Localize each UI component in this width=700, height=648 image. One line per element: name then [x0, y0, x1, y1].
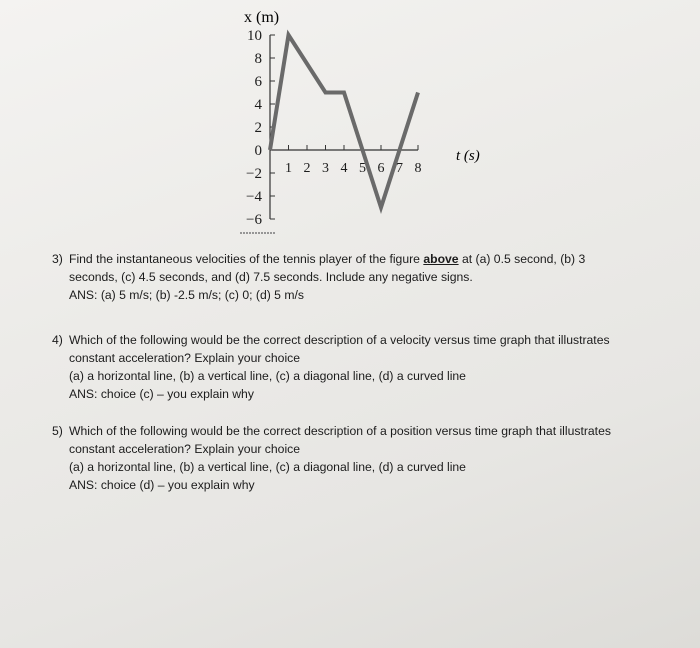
y-tick-label: −4: [246, 189, 262, 205]
x-tick-label: 5: [359, 161, 366, 176]
y-tick-labels: [246, 28, 262, 228]
position-time-graph: [200, 0, 500, 240]
x-tick-labels: [285, 161, 422, 176]
y-tick-label: 0: [254, 143, 262, 159]
question-number: 5): [52, 424, 63, 438]
question-4-line-2: constant acceleration? Explain your choice: [69, 351, 301, 365]
question-3-answer: ANS: (a) 5 m/s; (b) -2.5 m/s; (c) 0; (d) 5 m/s: [69, 288, 304, 302]
question-5-answer: ANS: choice (d) – you explain why: [69, 478, 255, 492]
y-axis-label: x (m): [244, 9, 280, 26]
x-axis-label: t (s): [456, 148, 480, 164]
tiny-caption-smudge: [238, 230, 278, 236]
question-3-line-1: [69, 250, 585, 268]
x-tick-label: 7: [396, 161, 403, 176]
graph-axes: [270, 35, 418, 219]
question-3-text-b: at (a) 0.5 second, (b) 3: [458, 252, 586, 266]
y-tick-label: −2: [246, 166, 262, 182]
y-tick-label: 6: [254, 74, 262, 90]
x-tick-label: 1: [285, 161, 292, 176]
x-tick-label: 8: [414, 161, 422, 176]
x-tick-label: 4: [340, 161, 348, 176]
position-curve: [270, 35, 418, 208]
question-3-text-a: Find the instantaneous velocities of the tennis player of the figure: [69, 252, 424, 266]
emphasized-word: above: [423, 252, 459, 266]
y-tick-label: 10: [247, 28, 262, 44]
question-3-line-2: seconds, (c) 4.5 seconds, and (d) 7.5 seconds. Include any negative signs.: [69, 270, 473, 284]
x-tick-label: 6: [377, 161, 385, 176]
question-4-line-1: Which of the following would be the correct description of a velocity versus time graph that illustrates: [69, 333, 610, 347]
x-tick-label: 3: [322, 161, 329, 176]
question-5-options: (a) a horizontal line, (b) a vertical line, (c) a diagonal line, (d) a curved line: [69, 460, 466, 474]
question-5-line-1: Which of the following would be the correct description of a position versus time graph that illustrates: [69, 424, 611, 438]
x-tick-label: 2: [303, 161, 311, 176]
y-tick-label: 8: [254, 51, 262, 67]
y-tick-label: 4: [254, 97, 262, 113]
question-number: 4): [52, 333, 63, 347]
question-5-line-2: constant acceleration? Explain your choice: [69, 442, 301, 456]
y-tick-label: −6: [246, 212, 262, 228]
y-tick-label: 2: [254, 120, 262, 136]
question-number: 3): [52, 252, 63, 266]
question-4-answer: ANS: choice (c) – you explain why: [69, 387, 254, 401]
question-4-options: (a) a horizontal line, (b) a vertical line, (c) a diagonal line, (d) a curved line: [69, 369, 466, 383]
